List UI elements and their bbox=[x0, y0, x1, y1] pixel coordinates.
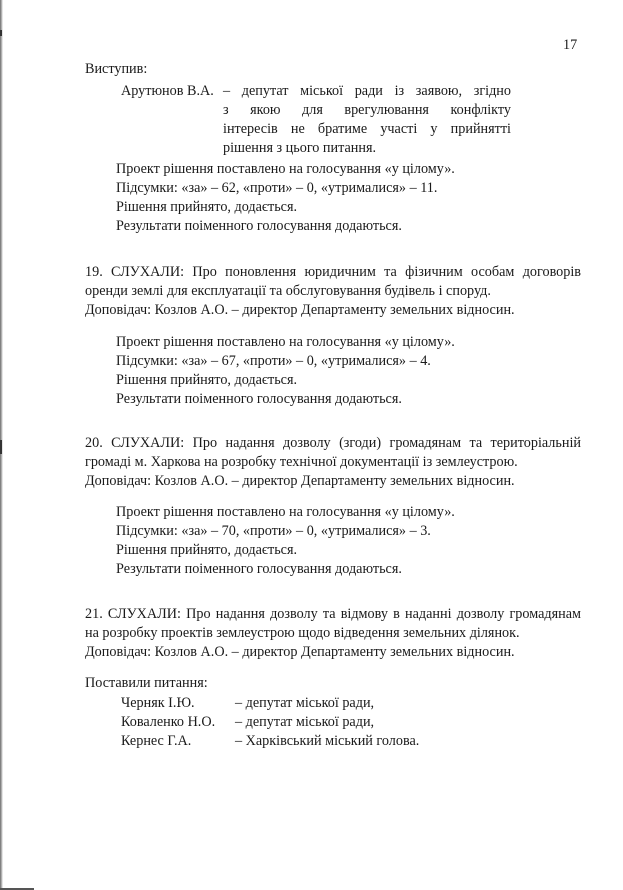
item-speaker: Доповідач: Козлов А.О. – директор Департаменту земельних відносин. bbox=[85, 302, 515, 318]
vote-line: Результати поіменного голосування додаються. bbox=[116, 561, 402, 577]
vote-line: Проект рішення поставлено на голосування «у цілому». bbox=[116, 504, 455, 520]
item-speaker: Доповідач: Козлов А.О. – директор Департаменту земельних відносин. bbox=[85, 473, 515, 489]
questions-section bbox=[85, 674, 581, 751]
vote-line: Рішення прийнято, додається. bbox=[116, 372, 298, 388]
questions-heading: Поставили питання: bbox=[85, 675, 208, 691]
person-role: – депутат міської ради, bbox=[235, 695, 375, 711]
scan-edge-mark bbox=[0, 30, 2, 36]
person-name: Черняк І.Ю. bbox=[121, 695, 195, 711]
person-name: Коваленко Н.О. bbox=[121, 714, 216, 730]
agenda-item-21 bbox=[85, 605, 581, 662]
vote-line: Проект рішення поставлено на голосування «у цілому». bbox=[116, 161, 455, 177]
item-heading-line: на розробку проектів землеустрою щодо відведення земельних ділянок. bbox=[85, 625, 520, 641]
vote-line: Рішення прийнято, додається. bbox=[116, 542, 298, 558]
scan-edge-mark bbox=[0, 440, 2, 454]
list-item bbox=[121, 732, 581, 751]
item-heading-line: громаді м. Харкова на розробку технічної документації із землеустрою. bbox=[85, 454, 518, 470]
agenda-item-19 bbox=[85, 263, 581, 320]
speaker-desc-line: рішення з цього питання. bbox=[223, 140, 377, 156]
person-role: – Харківський міський голова. bbox=[235, 733, 420, 749]
vote-line: Підсумки: «за» – 70, «проти» – 0, «утрималися» – 3. bbox=[116, 523, 431, 539]
vote-line: Підсумки: «за» – 62, «проти» – 0, «утрималися» – 11. bbox=[116, 180, 438, 196]
speaker-name: Арутюнов В.А. bbox=[121, 83, 214, 99]
speech-heading: Виступив: bbox=[85, 61, 148, 77]
speech-section bbox=[85, 60, 581, 158]
person-role: – депутат міської ради, bbox=[235, 714, 375, 730]
speaker-desc-line: інтересів не братиме участі у прийнятті bbox=[223, 121, 511, 137]
page-number: 17 bbox=[563, 37, 578, 53]
vote-result-18 bbox=[85, 160, 612, 236]
speaker-desc-line: – депутат міської ради із заявою, згідно bbox=[223, 83, 511, 99]
speaker-desc-line: з якою для врегулювання конфлікту bbox=[223, 102, 511, 118]
item-heading-line: 20. СЛУХАЛИ: Про надання дозволу (згоди) громадянам та територіальній bbox=[85, 435, 581, 451]
agenda-item-20 bbox=[85, 434, 581, 491]
item-speaker: Доповідач: Козлов А.О. – директор Департаменту земельних відносин. bbox=[85, 644, 515, 660]
vote-line: Результати поіменного голосування додаються. bbox=[116, 391, 402, 407]
item-heading-line: 21. СЛУХАЛИ: Про надання дозволу та відмову в наданні дозволу громадянам bbox=[85, 606, 581, 622]
speaker-row bbox=[121, 82, 581, 158]
item-heading-line: 19. СЛУХАЛИ: Про поновлення юридичним та фізичним особам договорів bbox=[85, 264, 581, 280]
people-list bbox=[85, 694, 581, 751]
person-name: Кернес Г.А. bbox=[121, 733, 192, 749]
vote-result-20 bbox=[85, 503, 612, 579]
list-item bbox=[121, 713, 581, 732]
list-item bbox=[121, 694, 581, 713]
item-heading-line: оренди землі для експлуатації та обслуговування будівель і споруд. bbox=[85, 283, 491, 299]
vote-line: Підсумки: «за» – 67, «проти» – 0, «утрималися» – 4. bbox=[116, 353, 431, 369]
vote-line: Рішення прийнято, додається. bbox=[116, 199, 298, 215]
vote-line: Результати поіменного голосування додаються. bbox=[116, 218, 402, 234]
vote-result-19 bbox=[85, 333, 612, 409]
speaker-description bbox=[223, 82, 511, 158]
vote-line: Проект рішення поставлено на голосування «у цілому». bbox=[116, 334, 455, 350]
